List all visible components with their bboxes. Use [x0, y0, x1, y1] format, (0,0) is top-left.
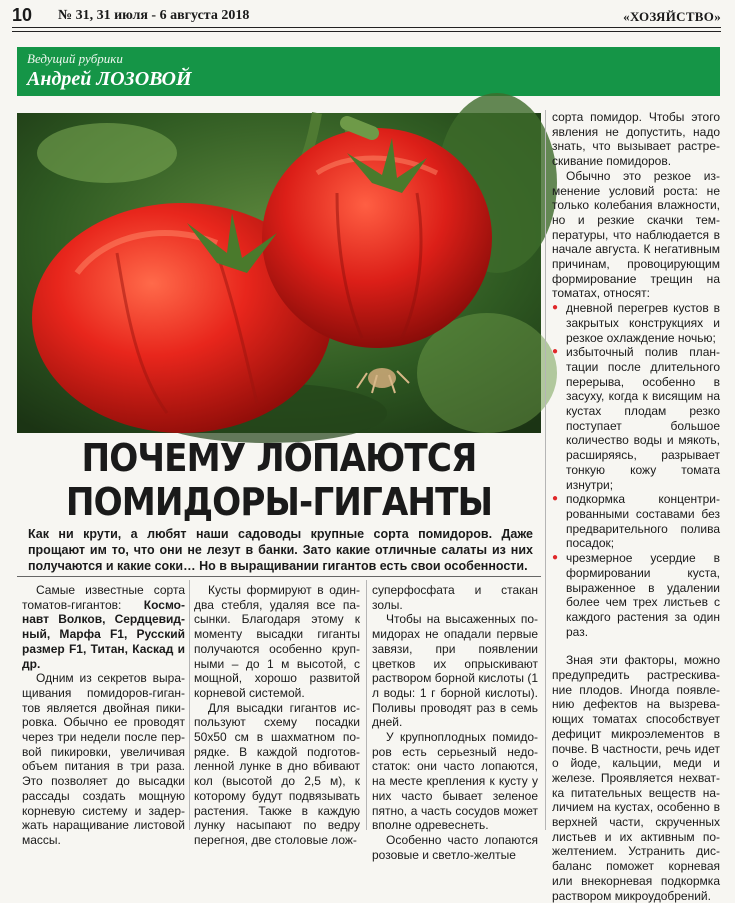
article-title	[43, 436, 515, 524]
tomatoes-photo	[17, 113, 541, 433]
col3-p2: Чтобы на высаженных помидорах не опадали первые завязи, при появлении цветков их опрыскивают раствором борной кислоты (1 л воды: 1 г борной кислоты). Поливы проводят раз в семь дней.	[372, 612, 538, 730]
text-column-4	[552, 110, 720, 903]
title-line-1: ПОЧЕМУ ЛОПАЮТСЯ	[81, 436, 477, 480]
banner-role: Ведущий рубрики	[27, 51, 123, 66]
col3-p3: У крупноплодных помидоров есть серьезный недостаток: они часто лопаются, на месте крепления к кусту у них часто бывает зеленое пятно, а часть сосудов может вполне одревеснеть.	[372, 730, 538, 833]
title-line-2: ПОМИДОРЫ-ГИГАНТЫ	[65, 480, 493, 524]
header-rule	[12, 31, 721, 32]
col1-varieties: Космонавт Волков, Сердцевидный, Марфа F1, Русский размер F1, Титан, Каскад и др.	[22, 597, 185, 671]
col4-p2: Обычно это резкое изменение условий роста: не только колебания влажности, но и резкие скачки температуры, что наблюдается в начале августа. К негативным причинам, провоцирующим формирование трещин на томатах, относят:	[552, 168, 720, 301]
column-rule	[366, 580, 367, 830]
banner-author: Андрей ЛОЗОВОЙ	[27, 68, 192, 90]
cause-bullet: ● избыточный полив плантации после длительного перерыва, особенно в засуху, когда к висящим на кустах плодам резко поступает большое количество воды и мякоть, расширяясь, разрывает тонкую кожу томата изнутри;	[552, 345, 720, 492]
col3-p4: Особенно часто лопаются розовые и светло-желтые	[372, 832, 538, 862]
cause-bullet: ● чрезмерное усердие в формировании куста, выраженное в удалении более чем трех листьев с каждого растения за один раз.	[552, 551, 720, 639]
column-rule	[189, 580, 190, 830]
text-column-1	[22, 583, 185, 848]
col4-p1: сорта помидор. Чтобы этого явления не допустить, надо знать, что вызывает растрескивание помидоров.	[552, 110, 720, 169]
page-header	[12, 4, 721, 28]
page-number: 10	[12, 5, 33, 25]
lead-divider	[17, 576, 541, 577]
text-column-3	[372, 583, 538, 862]
col2-p2: Для высадки гигантов используют схему посадки 50х50 см в шахматном порядке. В каждой подготовленной лунке в дно вбивают кол (высотой до 2,5 м), к которому будут подвязывать растения. Также в каждую лунку насыпают по ведру перегноя, две столовые лож-	[194, 700, 360, 847]
tomatoes-illustration	[17, 113, 541, 433]
issue-info: № 31, 31 июля - 6 августа 2018	[58, 8, 250, 23]
paragraph-gap	[552, 639, 720, 653]
column-banner	[17, 47, 720, 96]
col2-p1: Кусты формируют в одиндва стебля, удаляя все пасынки. Благодаря этому к моменту высадки гиганты получаются особенно крупными – до 1 м высотой, с мощной, хорошо развитой корневой системой.	[194, 583, 360, 700]
col3-p1: суперфосфата и стакан золы.	[372, 583, 538, 612]
column-rule	[545, 110, 546, 830]
cause-bullet: ● дневной перегрев кустов в закрытых конструкциях и резкое охлаждение ночью;	[552, 301, 720, 345]
article-lead: Как ни крути, а любят наши садоводы крупные сорта помидоров. Даже прощают им то, что они не лезут в банки. Зато какие отличные салаты из них получаются и какие соки… Но в выращивании гигантов есть свои особенности.	[28, 527, 533, 573]
col1-p2: Одним из секретов выращивания помидоров-гигантов является двойная пикировка. Обычно ее проводят через три недели после первой пикировки, увеличивая объем питания в три раза. Это позволяет до высадки рассады создать мощную корневую систему и задержать наращивание листовой массы.	[22, 671, 185, 847]
section-name: «ХОЗЯЙСТВО»	[623, 9, 721, 24]
text-column-2	[194, 583, 360, 848]
col4-p3: Зная эти факторы, можно предупредить растрескивание плодов. Иногда появлению дефектов на вызревающих томатах способствует дефицит микроэлементов в почве. В частности, речь идет о йоде, кальции, меди и железе. Проявляется нехватка питательных веществ наличием на кустах, особенно в верхней части, скрученных листьев и их активным пожелтением. Устранить дисбаланс поможет корневая или внекорневая подкормка раствором микроудобрений.	[552, 653, 720, 903]
cause-bullet: ● подкормка концентрированными составами без предварительного полива посадок;	[552, 492, 720, 551]
col1-p1-start: Самые известные сорта томатов-гигантов:	[22, 583, 185, 612]
